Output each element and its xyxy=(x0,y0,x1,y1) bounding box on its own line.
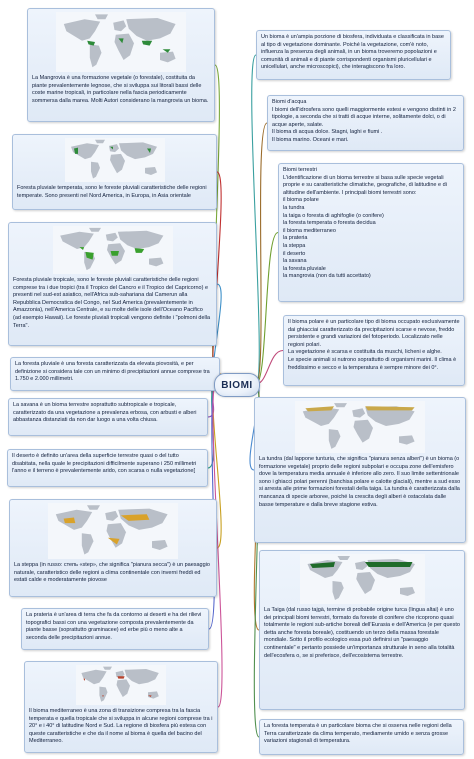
node-text: Un bioma è un'ampia porzione di biosfera, individuata e classificata in base al tipo di vegetazione dominante. Poiché la vegetazione, com'è noto, influenza la presenza degli animali, in un bioma troveremo popolazioni e comunità di animali e di piante corrispondenti organismi pluricellulari e unicellulari, anche microscopici), che interagiscono fra loro. xyxy=(261,34,444,71)
node-text: Il deserto è definito un'area della superficie terrestre quasi o del tutto disabitata, nella quale le precipitazioni difficilmente superano i 250 millimetri l'anno e il terreno è prevalentemente arido, con scarsa o nulla vegetazione[ xyxy=(12,453,197,475)
node-polare[interactable] xyxy=(283,315,465,386)
world-map-taiga xyxy=(300,554,425,604)
node-definizione[interactable] xyxy=(256,30,451,80)
node-taiga[interactable] xyxy=(259,550,465,710)
node-text: Biomi terrestri L'identificazione di un bioma terrestre si basa sulle specie vegetali proprie e su caratteristiche climatiche, geografiche, di latitudine e di altitudine dell'ambiente. I principali biomi terrestri sono: il bioma polare la tundra la taiga o foresta di aghifoglie (o conifere) la foresta temperata o foresta decidua il bioma mediterraneo la prateria la steppa il deserto la savana la foresta pluviale la mangrovia (non da tutti accettato) xyxy=(283,167,447,280)
world-map-tundra xyxy=(295,401,425,453)
node-tundra[interactable] xyxy=(254,397,466,543)
node-text: Foresta pluviale tropicale, sono le foreste pluviali caratteristiche delle regioni comprese tra i due tropici (tra il Tropico del Cancro e il Tropico del Capricorno) e presenti nel sud-est asiatico, nell'Africa sub-sahariana dal Camerun alla Repubblica Democratica del Congo, nel Sud America (prevalentemente in Amazzonia), nell'America Centrale, e su molte delle isole dell'Oceano Pacifico (ad esempio Hawaii). Le foreste pluviali tropicali vengono definite i "polmoni della Terra". xyxy=(13,277,211,329)
node-text: La prateria è un'area di terra che fa da contorno ai deserti e ha dei rilievi topografici bassi con una vegetazione composta prevalentemente da piante basse (soprattutto graminacee) ed erbe più o meno alte a seconda delle precipitazioni annue. xyxy=(26,612,202,641)
world-map-steppa xyxy=(48,503,178,559)
node-text: La Taiga (dal russo tajgà, termine di probabile origine turca (lingua altai) è uno dei principali biomi terrestri, formato da foreste di conifere che ricoprono quasi totalmente le regioni sub-artiche boreali dell'Eurasia e dell'America (e per questo detta anche foresta boreale), costituendo un terzo della massa forestale mondiale. Sotto il profilo ecologico essa può definirsi un "paesaggio continentale" e pertanto possiede un'importanza strutturale in seno alla totalità dell'ecosfera o, se si preferisce, dell'ecosistema terrestre. xyxy=(264,607,460,659)
node-text: La foresta temperata è un particolare bioma che si osserva nelle regioni della Terra caratterizzate da clima temperato, mediamente umido e senza grosse variazioni stagionali di temperatura. xyxy=(264,723,452,745)
map-biome-area xyxy=(117,676,124,678)
node-temperata[interactable] xyxy=(259,719,464,755)
node-mediterraneo[interactable] xyxy=(24,661,218,753)
node-steppa[interactable] xyxy=(9,499,217,597)
node-text: Il bioma mediterraneo è una zona di transizione compresa tra la fascia temperata e quella tropicale che si sviluppa in alcune regioni comprese tra i 20° e i 40° di latitudine Nord e Sud. La regione di biosfera più estesa con queste caratteristiche e che da il nome al bioma è quella del bacino del Mediterraneo. xyxy=(29,708,213,745)
node-text: La foresta pluviale è una foresta caratterizzata da elevata piovosità, e per definizione si considera tale con un minimo di precipitazioni annue comprese tra 1.750 e 2.000 millimetri. xyxy=(15,361,210,383)
node-mangrovia[interactable] xyxy=(27,8,215,122)
node-text: La Mangrovia è una formazione vegetale (o forestale), costituita da piante prevalentemente legnose, che si sviluppa sui litorali bassi delle coste marine tropicali, in particolare nella fascia periodicamente sommersa dalla marea. Molti Autori considerano la mangrovia un bioma. xyxy=(32,75,209,104)
world-map-mangrovia xyxy=(56,12,186,72)
world-map-mediterraneo xyxy=(76,665,166,705)
map-biome-area xyxy=(365,562,413,567)
central-topic-label: BIOMI xyxy=(221,379,253,391)
node-text: La tundra (dal lappone tunturia, che significa "pianura senza alberi") è un bioma (o formazione vegetale) proprio delle regioni subpolari e occupa zone dell'emisfero dove la temperatura media annuale è inferiore allo zero. Il suo limite settentrionale sono i ghiacci polari perenni (banchisa polare e calotte glaciali), mentre a sud esso si arresta alle prime formazioni forestali della taiga. La tundra è caratterizzata dalla mancanza di specie arboree, poiché la crescita degli alberi è ostacolata dalle basse temperature e dalla breve stagione estiva. xyxy=(259,456,461,508)
node-pluviale-temperata[interactable] xyxy=(12,134,217,210)
node-prateria[interactable] xyxy=(21,608,209,650)
central-topic-biomi[interactable] xyxy=(214,373,260,397)
branch-line xyxy=(252,55,260,384)
node-foresta-pluviale[interactable] xyxy=(10,357,220,391)
node-text: La savana è un bioma terrestre soprattutto subtropicale e tropicale, caratterizzato da una vegetazione a prevalenza erbosa, con arbusti e alberi abbastanza distanziati da non dar luogo a una volta chiusa. xyxy=(13,402,197,424)
world-map-pluviale-temperata xyxy=(65,138,165,182)
map-biome-area xyxy=(110,251,118,256)
node-text: La steppa (in russo: степь «step», che significa "pianura secca") è un paesaggio naturale, caratteristico delle regioni a clima continentale con inverni freddi ed estati calde e moderatamente piovose xyxy=(14,562,210,584)
node-text: Biomi d'acqua I biomi dell'idrosfera sono quelli maggiormente estesi e vengono distinti in 2 tipologie, a seconda che si tratti di acque interne, solitamente dolci, o di acque aperte, salate. Il bioma di acqua dolce. Stagni, laghi e fiumi . Il bioma marino. Oceani e mari. xyxy=(272,99,456,143)
node-text: Foresta pluviale temperata, sono le foreste pluviali caratteristiche delle regioni temperate. Sono presenti nel Nord America, in Europa, in Asia orientale xyxy=(17,185,207,199)
node-acquatici[interactable] xyxy=(267,95,464,151)
node-pluviale-tropicale[interactable] xyxy=(8,222,217,346)
node-savana[interactable] xyxy=(8,398,208,436)
branch-line xyxy=(256,123,267,384)
node-terrestri[interactable] xyxy=(278,163,464,302)
node-deserto[interactable] xyxy=(7,449,208,487)
node-text: Il bioma polare è un particolare tipo di bioma occupato esclusivamente dai ghiacciai caratterizzato da precipitazioni scarse e nevose, freddo persistente e grandi variazioni del fotoperiodo. Localizzato nelle regioni polari. La vegetazione è scarsa e costituita da muschi, licheni e alghe. Le specie animali si nutrono soprattutto di organismi marini. Il clima è freddissimo e secco e la temperatura è sempre minore dei 0°. xyxy=(288,319,460,371)
world-map-pluviale-tropicale xyxy=(53,226,173,274)
